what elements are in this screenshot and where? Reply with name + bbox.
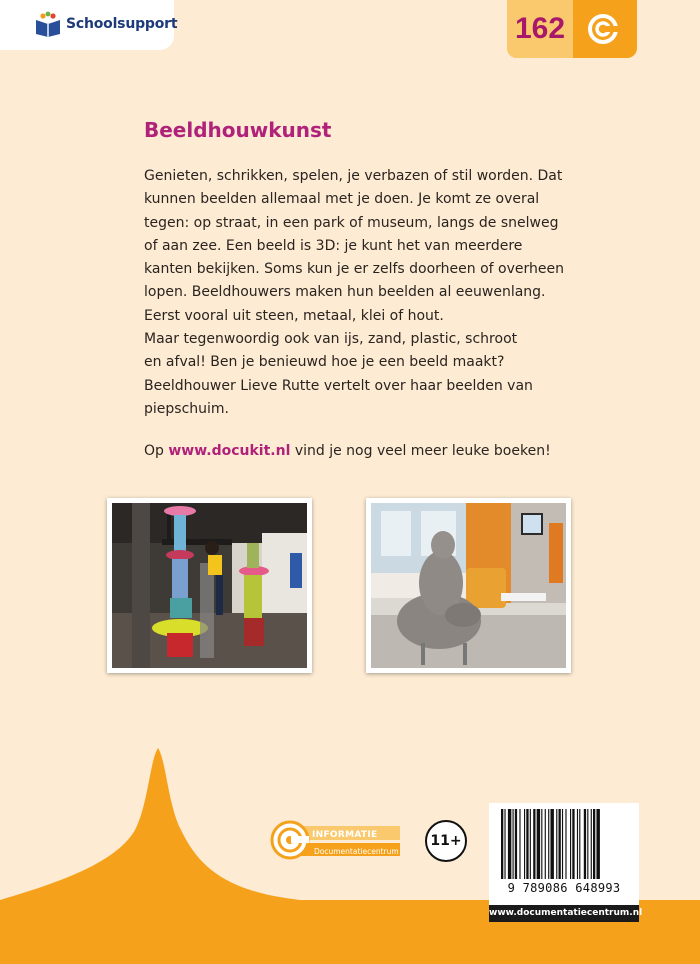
page-title: Beeldhouwkunst xyxy=(144,118,332,142)
body-line: kanten bekijken. Soms kun je er zelfs doorheen of overheen xyxy=(144,261,564,278)
website-link[interactable]: www.docukit.nl xyxy=(168,443,291,459)
barcode-bar xyxy=(562,809,563,879)
barcode-bar xyxy=(530,809,531,879)
barcode-bars xyxy=(489,803,639,881)
barcode-bar xyxy=(519,809,520,879)
barcode-bar xyxy=(591,809,592,879)
barcode-bar xyxy=(513,809,514,879)
body-line: Genieten, schrikken, spelen, je verbazen of stil worden. Dat xyxy=(144,168,563,184)
body-line: kunnen beelden allemaal met je doen. Je komt ze overal xyxy=(144,191,540,208)
body-line: Maar tegenwoordig ook van ijs, zand, plastic, schroot xyxy=(144,331,518,348)
series-label: INFORMATIE xyxy=(312,830,378,840)
barcode-bar xyxy=(579,809,580,879)
barcode-bar xyxy=(559,809,561,879)
publisher-url[interactable]: www.documentatiecentrum.nl xyxy=(489,905,639,922)
barcode-bar xyxy=(550,809,553,879)
body-line: Eerst vooral uit steen, metaal, klei of hout. xyxy=(144,307,444,324)
body-line: Beeldhouwer Lieve Rutte vertelt over haar beelden van xyxy=(144,377,533,394)
body-line: lopen. Beeldhouwers maken hun beelden al eeuwenlang. xyxy=(144,284,546,301)
barcode-bar xyxy=(501,809,503,879)
barcode-bar xyxy=(572,809,574,879)
website-line: Op www.docukit.nl vind je nog veel meer leuke boeken! xyxy=(144,443,551,459)
age-rating-badge: 11+ xyxy=(425,820,467,862)
barcode-bar xyxy=(596,809,599,879)
barcode-bar xyxy=(548,809,549,879)
barcode-bar xyxy=(524,809,525,879)
barcode-bar xyxy=(577,809,578,879)
barcode-bar xyxy=(584,809,586,879)
barcode-bar xyxy=(545,809,546,879)
barcode-bar xyxy=(541,809,542,879)
barcode xyxy=(489,803,639,905)
barcode-bar xyxy=(515,809,517,879)
barcode-bar xyxy=(570,809,571,879)
body-line: piepschuim. xyxy=(144,400,229,417)
book-number: 162 xyxy=(514,12,566,45)
barcode-bar xyxy=(526,809,528,879)
logo-text: Schoolsupport xyxy=(66,16,178,32)
barcode-bar xyxy=(537,809,540,879)
body-line: en afval! Ben je benieuwd hoe je een beeld maakt? xyxy=(144,354,505,371)
isbn-number: 9 789086 648993 xyxy=(507,881,621,895)
publisher-name: Documentatiecentrum xyxy=(314,847,399,856)
barcode-bar xyxy=(533,809,535,879)
body-line: of aan zee. Een beeld is 3D: je kunt het van meerdere xyxy=(144,237,523,254)
barcode-bar xyxy=(593,809,595,879)
barcode-bar xyxy=(565,809,566,879)
barcode-bar xyxy=(504,809,505,879)
barcode-bar xyxy=(587,809,588,879)
barcode-bar xyxy=(508,809,511,879)
body-line: tegen: op straat, in een park of museum, langs de snelweg xyxy=(144,214,559,231)
barcode-bar xyxy=(556,809,557,879)
